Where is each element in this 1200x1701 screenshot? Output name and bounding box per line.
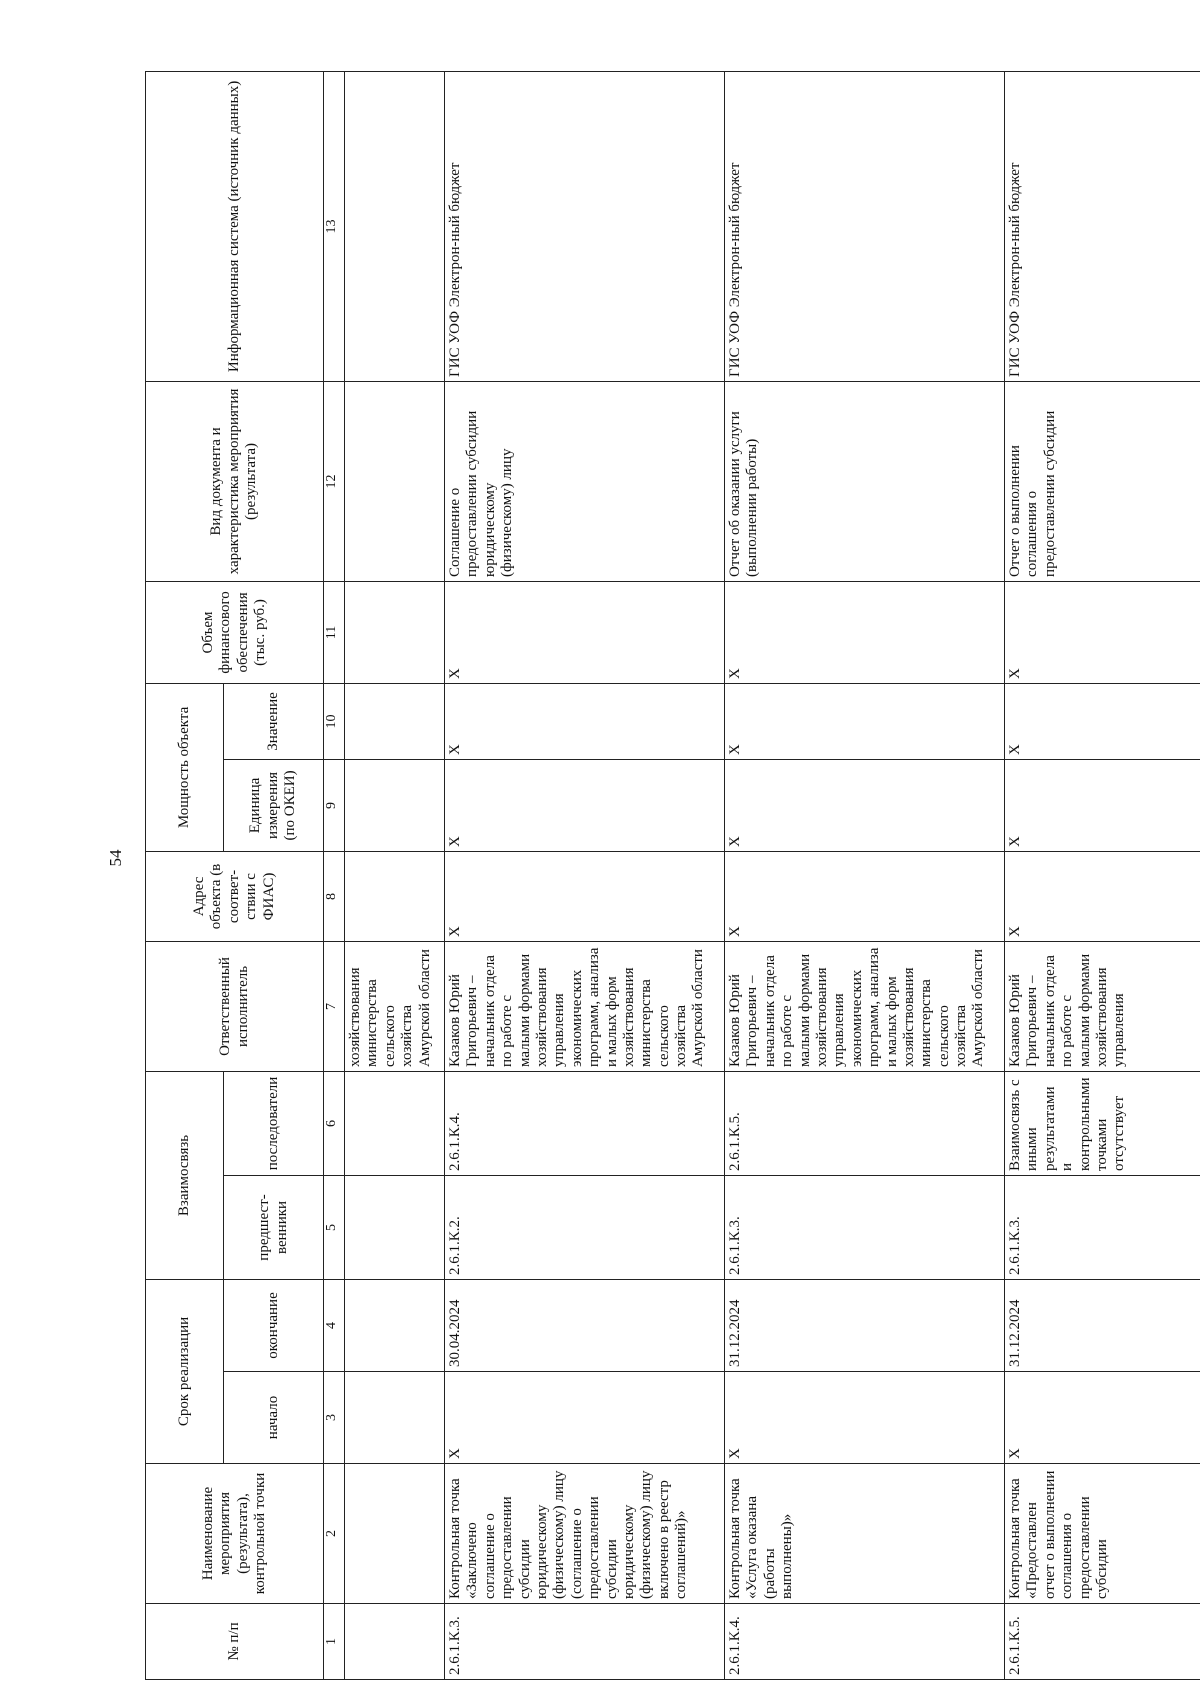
cell-name: Контрольная точка «Предоставлен отчет о выполнении соглашения о предоставлении субсидии (1005, 1464, 1200, 1604)
table-row (1005, 71, 1200, 1679)
cell (345, 1464, 445, 1604)
cell-value: X (725, 683, 1005, 759)
cell-end: 31.12.2024 (1005, 1279, 1200, 1371)
column-number-row (324, 71, 345, 1679)
cell (345, 759, 445, 851)
cell-executor: Казаков Юрий Григорьевич – начальник отдела по работе с малыми формами хозяйствования управления экономических программ, анализа и малых форм хозяйствования министерства сельского хозяйства Амурской области (725, 941, 1005, 1071)
cell-pred: 2.6.1.К.2. (445, 1175, 725, 1279)
column-number: 12 (324, 381, 345, 581)
column-number: 11 (324, 581, 345, 683)
cell-start: X (725, 1372, 1005, 1464)
cell-address: X (445, 851, 725, 941)
cell-start: X (445, 1372, 725, 1464)
cell-unit: X (725, 759, 1005, 851)
cell-succ: Взаимосвязь с иными результатами и контрольными точками отсутствует (1005, 1071, 1200, 1175)
cell-end: 30.04.2024 (445, 1279, 725, 1371)
header-link-succ: последователи (224, 1071, 324, 1175)
cell-end: 31.12.2024 (725, 1279, 1005, 1371)
plan-table (145, 71, 1200, 1680)
cell (345, 1604, 445, 1680)
cell (345, 683, 445, 759)
column-number: 7 (324, 941, 345, 1071)
table-sheet (145, 72, 1163, 1680)
cell (345, 71, 445, 381)
header-capacity-unit: Единица измерения (по ОКЕИ) (224, 759, 324, 851)
header-address: Адрес объекта (в соответ-ствии с ФИАС) (146, 851, 324, 941)
header-term: Срок реализации (146, 1279, 224, 1463)
column-number: 6 (324, 1071, 345, 1175)
cell-name: Контрольная точка «Услуга оказана (работы выполнены)» (725, 1464, 1005, 1604)
cell-finance: X (725, 581, 1005, 683)
cell-unit: X (1005, 759, 1200, 851)
header-link: Взаимосвязь (146, 1071, 224, 1279)
cell-executor: Казаков Юрий Григорьевич – начальник отдела по работе с малыми формами хозяйствования управления экономических программ, анализа и малых форм хозяйствования министерства сельского хозяйства Амурской области (445, 941, 725, 1071)
cell-system: ГИС УОФ Электрон-ный бюджет (1005, 71, 1200, 381)
cell (345, 381, 445, 581)
cell-value: X (445, 683, 725, 759)
header-term-end: окончание (224, 1279, 324, 1371)
header-executor: Ответственный исполнитель (146, 941, 324, 1071)
cell-doc: Соглашение о предоставлении субсидии юридическому (физическому) лицу (445, 381, 725, 581)
cell-num: 2.6.1.К.5. (1005, 1604, 1200, 1680)
cell (345, 1279, 445, 1371)
table-row (445, 71, 725, 1679)
column-number: 13 (324, 71, 345, 381)
column-number: 1 (324, 1604, 345, 1680)
cell-start: X (1005, 1372, 1200, 1464)
cell (345, 1071, 445, 1175)
cell-address: X (1005, 851, 1200, 941)
cell (345, 1175, 445, 1279)
column-number: 8 (324, 851, 345, 941)
cell (345, 851, 445, 941)
page-number: 54 (106, 849, 125, 867)
column-number: 3 (324, 1372, 345, 1464)
header-finance: Объем финансового обеспечения (тыс. руб.) (146, 581, 324, 683)
cell (345, 1372, 445, 1464)
column-number: 2 (324, 1464, 345, 1604)
cell-name: Контрольная точка «Заключено соглашение о предоставлении субсидии юридическому (физическому) лицу (соглашение о предоставлении субсидии юридическому (физическому) лицу включено в реестр соглашений)» (445, 1464, 725, 1604)
header-link-pred: предшест-венники (224, 1175, 324, 1279)
cell-doc: Отчет об оказании услуги (выполнении работы) (725, 381, 1005, 581)
cell-pred: 2.6.1.К.3. (725, 1175, 1005, 1279)
cell-num: 2.6.1.К.3. (445, 1604, 725, 1680)
cell-executor: Казаков Юрий Григорьевич – начальник отдела по работе с малыми формами хозяйствования управления (1005, 941, 1200, 1071)
cell-system: ГИС УОФ Электрон-ный бюджет (445, 71, 725, 381)
rotated-table-region (145, 72, 1163, 1680)
header-term-start: начало (224, 1372, 324, 1464)
cell-num: 2.6.1.К.4. (725, 1604, 1005, 1680)
cell-finance: X (445, 581, 725, 683)
column-number: 10 (324, 683, 345, 759)
header-row-1 (146, 71, 224, 1679)
header-name: Наименование мероприятия (результата), контрольной точки (146, 1464, 324, 1604)
header-num: № п/п (146, 1604, 324, 1680)
cell-succ: 2.6.1.К.5. (725, 1071, 1005, 1175)
header-capacity-value: Значение (224, 683, 324, 759)
continuation-row (345, 71, 445, 1679)
header-doc: Вид документа и характеристика мероприятия (результата) (146, 381, 324, 581)
cell-pred: 2.6.1.К.3. (1005, 1175, 1200, 1279)
cell-doc: Отчет о выполнении соглашения о предоставлении субсидии (1005, 381, 1200, 581)
column-number: 9 (324, 759, 345, 851)
table-row (725, 71, 1005, 1679)
cell-system: ГИС УОФ Электрон-ный бюджет (725, 71, 1005, 381)
cell-executor-continued: хозяйствования министерства сельского хозяйства Амурской области (345, 941, 445, 1071)
cell-value: X (1005, 683, 1200, 759)
cell-address: X (725, 851, 1005, 941)
cell-finance: X (1005, 581, 1200, 683)
cell-succ: 2.6.1.К.4. (445, 1071, 725, 1175)
header-capacity: Мощность объекта (146, 683, 224, 851)
cell-unit: X (445, 759, 725, 851)
cell (345, 581, 445, 683)
column-number: 5 (324, 1175, 345, 1279)
column-number: 4 (324, 1279, 345, 1371)
header-system: Информационная система (источник данных) (146, 71, 324, 381)
